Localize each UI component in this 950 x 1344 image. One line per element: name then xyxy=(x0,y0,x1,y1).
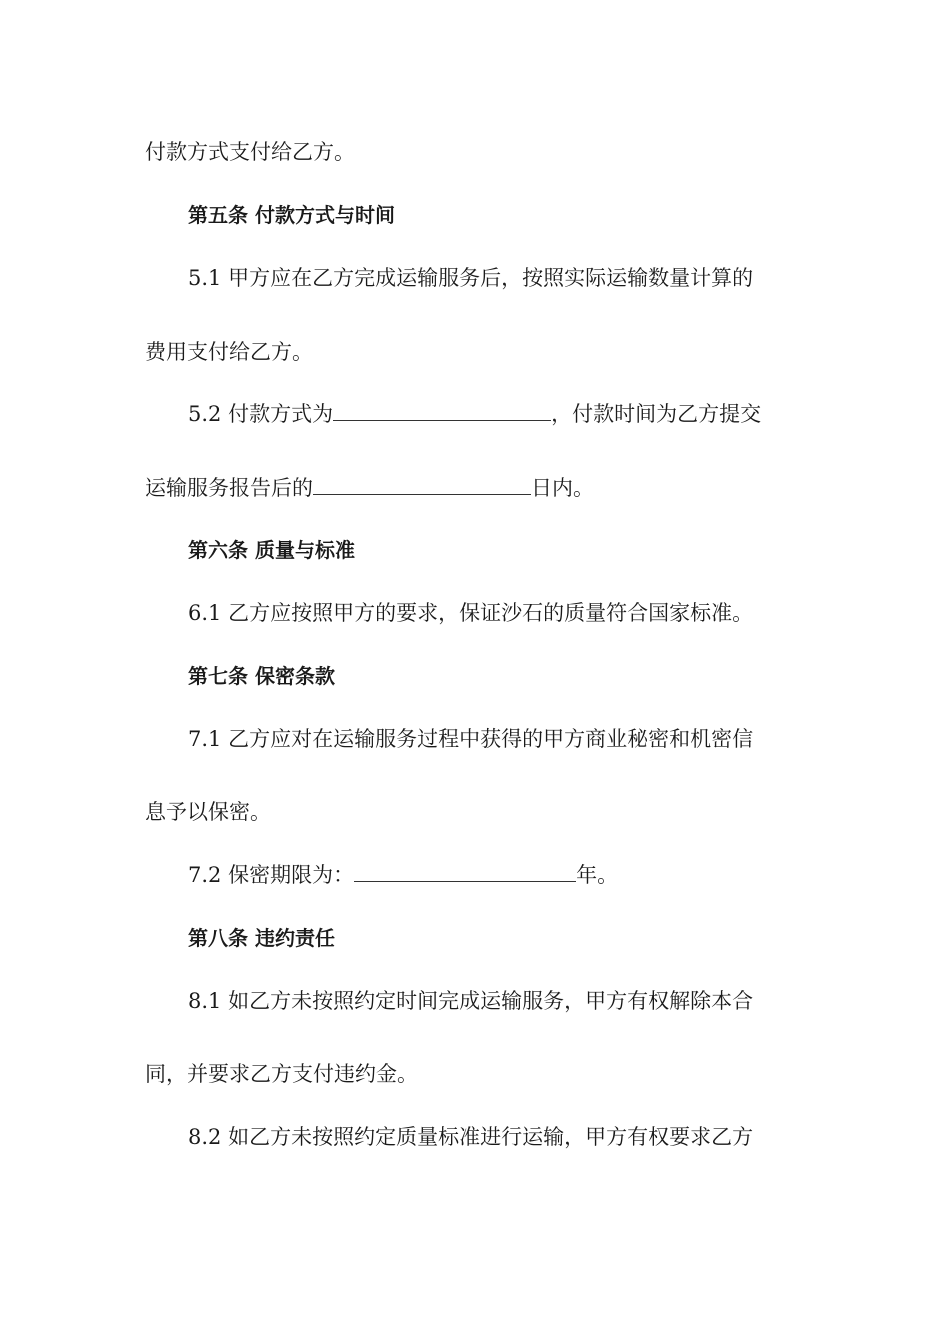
clause-text: 运输服务报告后的 xyxy=(145,476,313,500)
clause-text: ，付款时间为乙方提交 xyxy=(551,402,762,426)
clause-text: 5.2 付款方式为 xyxy=(188,402,334,426)
blank-field-payment-days xyxy=(313,474,531,495)
clause-5-2 xyxy=(188,400,761,428)
blank-field-payment-method xyxy=(333,400,551,421)
clause-5-1: 5.1 甲方应在乙方完成运输服务后，按照实际运输数量计算的 xyxy=(188,266,754,290)
clause-text: 年。 xyxy=(576,863,619,887)
blank-field-confidentiality-years xyxy=(354,861,576,882)
paragraph-line: 付款方式支付给乙方。 xyxy=(145,140,355,164)
section-heading-5: 第五条 付款方式与时间 xyxy=(188,203,395,227)
clause-6-1: 6.1 乙方应按照甲方的要求，保证沙石的质量符合国家标准。 xyxy=(188,601,754,625)
clause-text: 日内。 xyxy=(531,476,594,500)
clause-7-2 xyxy=(188,861,618,889)
section-heading-6: 第六条 质量与标准 xyxy=(188,538,355,562)
paragraph-line: 同，并要求乙方支付违约金。 xyxy=(145,1062,418,1086)
clause-text: 7.2 保密期限为： xyxy=(188,863,355,887)
paragraph-line: 息予以保密。 xyxy=(145,800,271,824)
clause-8-2: 8.2 如乙方未按照约定质量标准进行运输，甲方有权要求乙方 xyxy=(188,1125,754,1149)
section-heading-8: 第八条 违约责任 xyxy=(188,926,335,950)
clause-7-1: 7.1 乙方应对在运输服务过程中获得的甲方商业秘密和机密信 xyxy=(188,727,754,751)
clause-8-1: 8.1 如乙方未按照约定时间完成运输服务，甲方有权解除本合 xyxy=(188,989,754,1013)
paragraph-line xyxy=(145,474,594,502)
section-heading-7: 第七条 保密条款 xyxy=(188,664,335,688)
paragraph-line: 费用支付给乙方。 xyxy=(145,340,313,364)
